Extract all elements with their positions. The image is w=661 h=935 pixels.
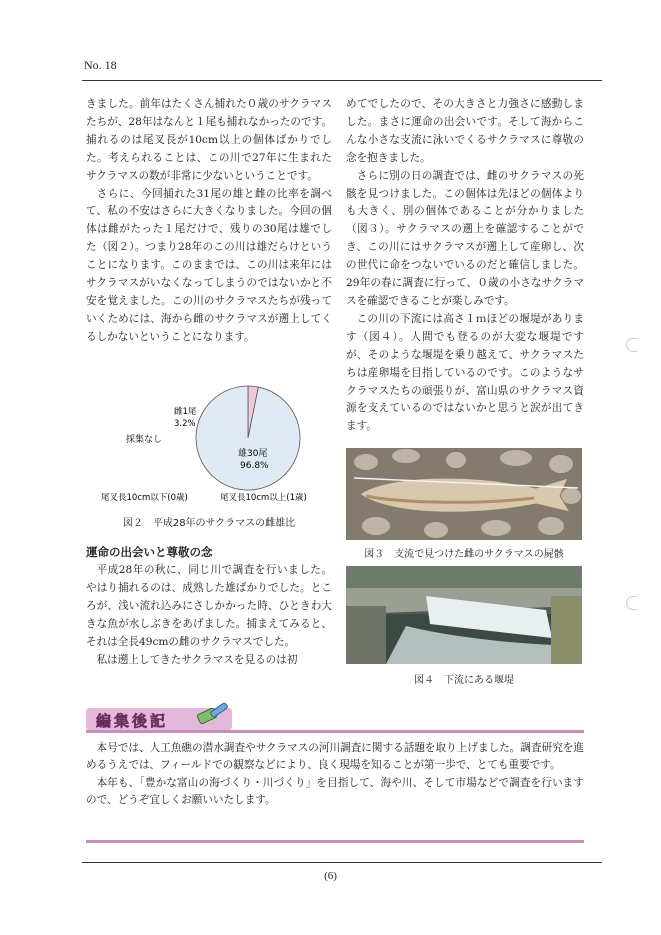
- male-percent: 96.8%: [240, 461, 269, 471]
- header-rule: [82, 80, 602, 81]
- pen-eraser-icon: [196, 701, 230, 727]
- female-label: 雌1尾: [174, 407, 197, 417]
- paragraph: 本号では、人工魚礁の潜水調査やサクラマスの河川調査に関する話題を取り上げました。調査研究を進めるうえでは、フィールドでの観察などにより、良く現場を知ることが第一歩で、とても重要です。: [86, 742, 584, 772]
- editor-bottom-rule: [86, 840, 584, 843]
- figure-2-caption: 図２ 平成28年のサクラマスの雌雄比: [122, 518, 296, 529]
- figure-2-pie-chart: [86, 380, 332, 530]
- male-label: 雄30尾: [238, 449, 268, 459]
- issue-number: No. 18: [84, 58, 117, 72]
- paragraph: 平成28年の秋に、同じ川で調査を行いました。やはり捕れるのは、成熟した雄ばかりでした。ところが、浅い流れ込みにさしかかった時、ひときわ大きな魚が水しぶきをあげました。捕まえてみると、それは全長49cmの雌のサクラマスでした。: [86, 564, 332, 648]
- photo-downstream-weir: [346, 566, 582, 664]
- editor-top-rule: [86, 730, 584, 733]
- binding-mark: [626, 338, 637, 352]
- section-heading: 運命の出会いと尊敬の念: [86, 545, 213, 559]
- right-column: [346, 96, 584, 436]
- editor-body: [86, 740, 584, 810]
- binding-mark: [626, 596, 637, 610]
- figure-3-caption: 図３ 支流で見つけた雌のサクラマスの屍骸: [364, 549, 564, 560]
- editor-title: 編集後記: [96, 712, 169, 730]
- paragraph: さらに、今回捕れた31尾の雄と雌の比率を調べて、私の不安はさらに大きくなりました。今回の個体は雌がたった１尾だけで、残りの30尾は雄でした（図２）。つまり28年のこの川は雄だらけということになります。このままでは、この川は来年にはサクラマスがいなくなってしまうのではないかと不安を覚えました。この川のサクラマスたちが残っていくためには、海から雌のサクラマスが遡上してくるしかないということになります。: [86, 187, 332, 343]
- paragraph: さらに別の日の調査では、雌のサクラマスの死骸を見つけました。この個体は先ほどの個体よりも大きく、別の個体であることが分かりました（図３）。サクラマスの遡上を確認することができ、この川にはサクラマスが遡上して産卵し、次の世代に命をつないでいるのだと確信しました。29年の春に調査に行って、０歳の小さなサクラマスを確認できることが楽しみです。: [346, 169, 584, 307]
- female-percent: 3.2%: [174, 419, 196, 429]
- pie-slice-1: [196, 386, 300, 490]
- left-column: [86, 96, 332, 347]
- figure-4-caption: 図４ 下流にある堰堤: [414, 675, 514, 686]
- under-10cm-label: 尾叉長10cm以下(0歳): [101, 493, 188, 503]
- paragraph: 私は遡上してきたサクラマスを見るのは初: [96, 653, 298, 666]
- photo-female-salmon-carcass: [346, 448, 582, 540]
- no-catch-label: 採集なし: [126, 435, 163, 445]
- page-number: (6): [324, 870, 337, 882]
- footer-rule: [82, 862, 602, 863]
- over-10cm-label: 尾叉長10cm以上(1歳): [220, 493, 307, 503]
- paragraph: この川の下流には高さ１ｍほどの堰堤があります（図４）。人間でも登るのが大変な堰堤ですが、そのような堰堤を乗り越えて、サクラマスたちは産卵場を目指しているのです。このようなサクラマスたちの頑張りが、富山県のサクラマス資源を支えているのではないかと思うと涙が出てきます。: [346, 312, 584, 433]
- paragraph: めてでしたので、その大きさと力強さに感動しました。まさに運命の出会いです。そして海からこんな小さな支流に泳いでくるサクラマスに尊敬の念を抱きました。: [346, 98, 584, 164]
- paragraph: きました。前年はたくさん捕れた０歳のサクラマスたちが、28年はなんと１尾も捕れなかったのです。捕れるのは尾叉長が10cm以上の個体ばかりでした。考えられることは、この川で27年に生まれたサクラマスの数が非常に少ないということです。: [86, 98, 332, 182]
- paragraph: 本年も、「豊かな富山の海づくり・川づくり」を目指して、海や川、そして市場などで調査を行いますので、どうぞ宜しくお願いいたします。: [86, 776, 584, 807]
- section-body: [86, 562, 332, 669]
- pie-slices: [196, 386, 300, 490]
